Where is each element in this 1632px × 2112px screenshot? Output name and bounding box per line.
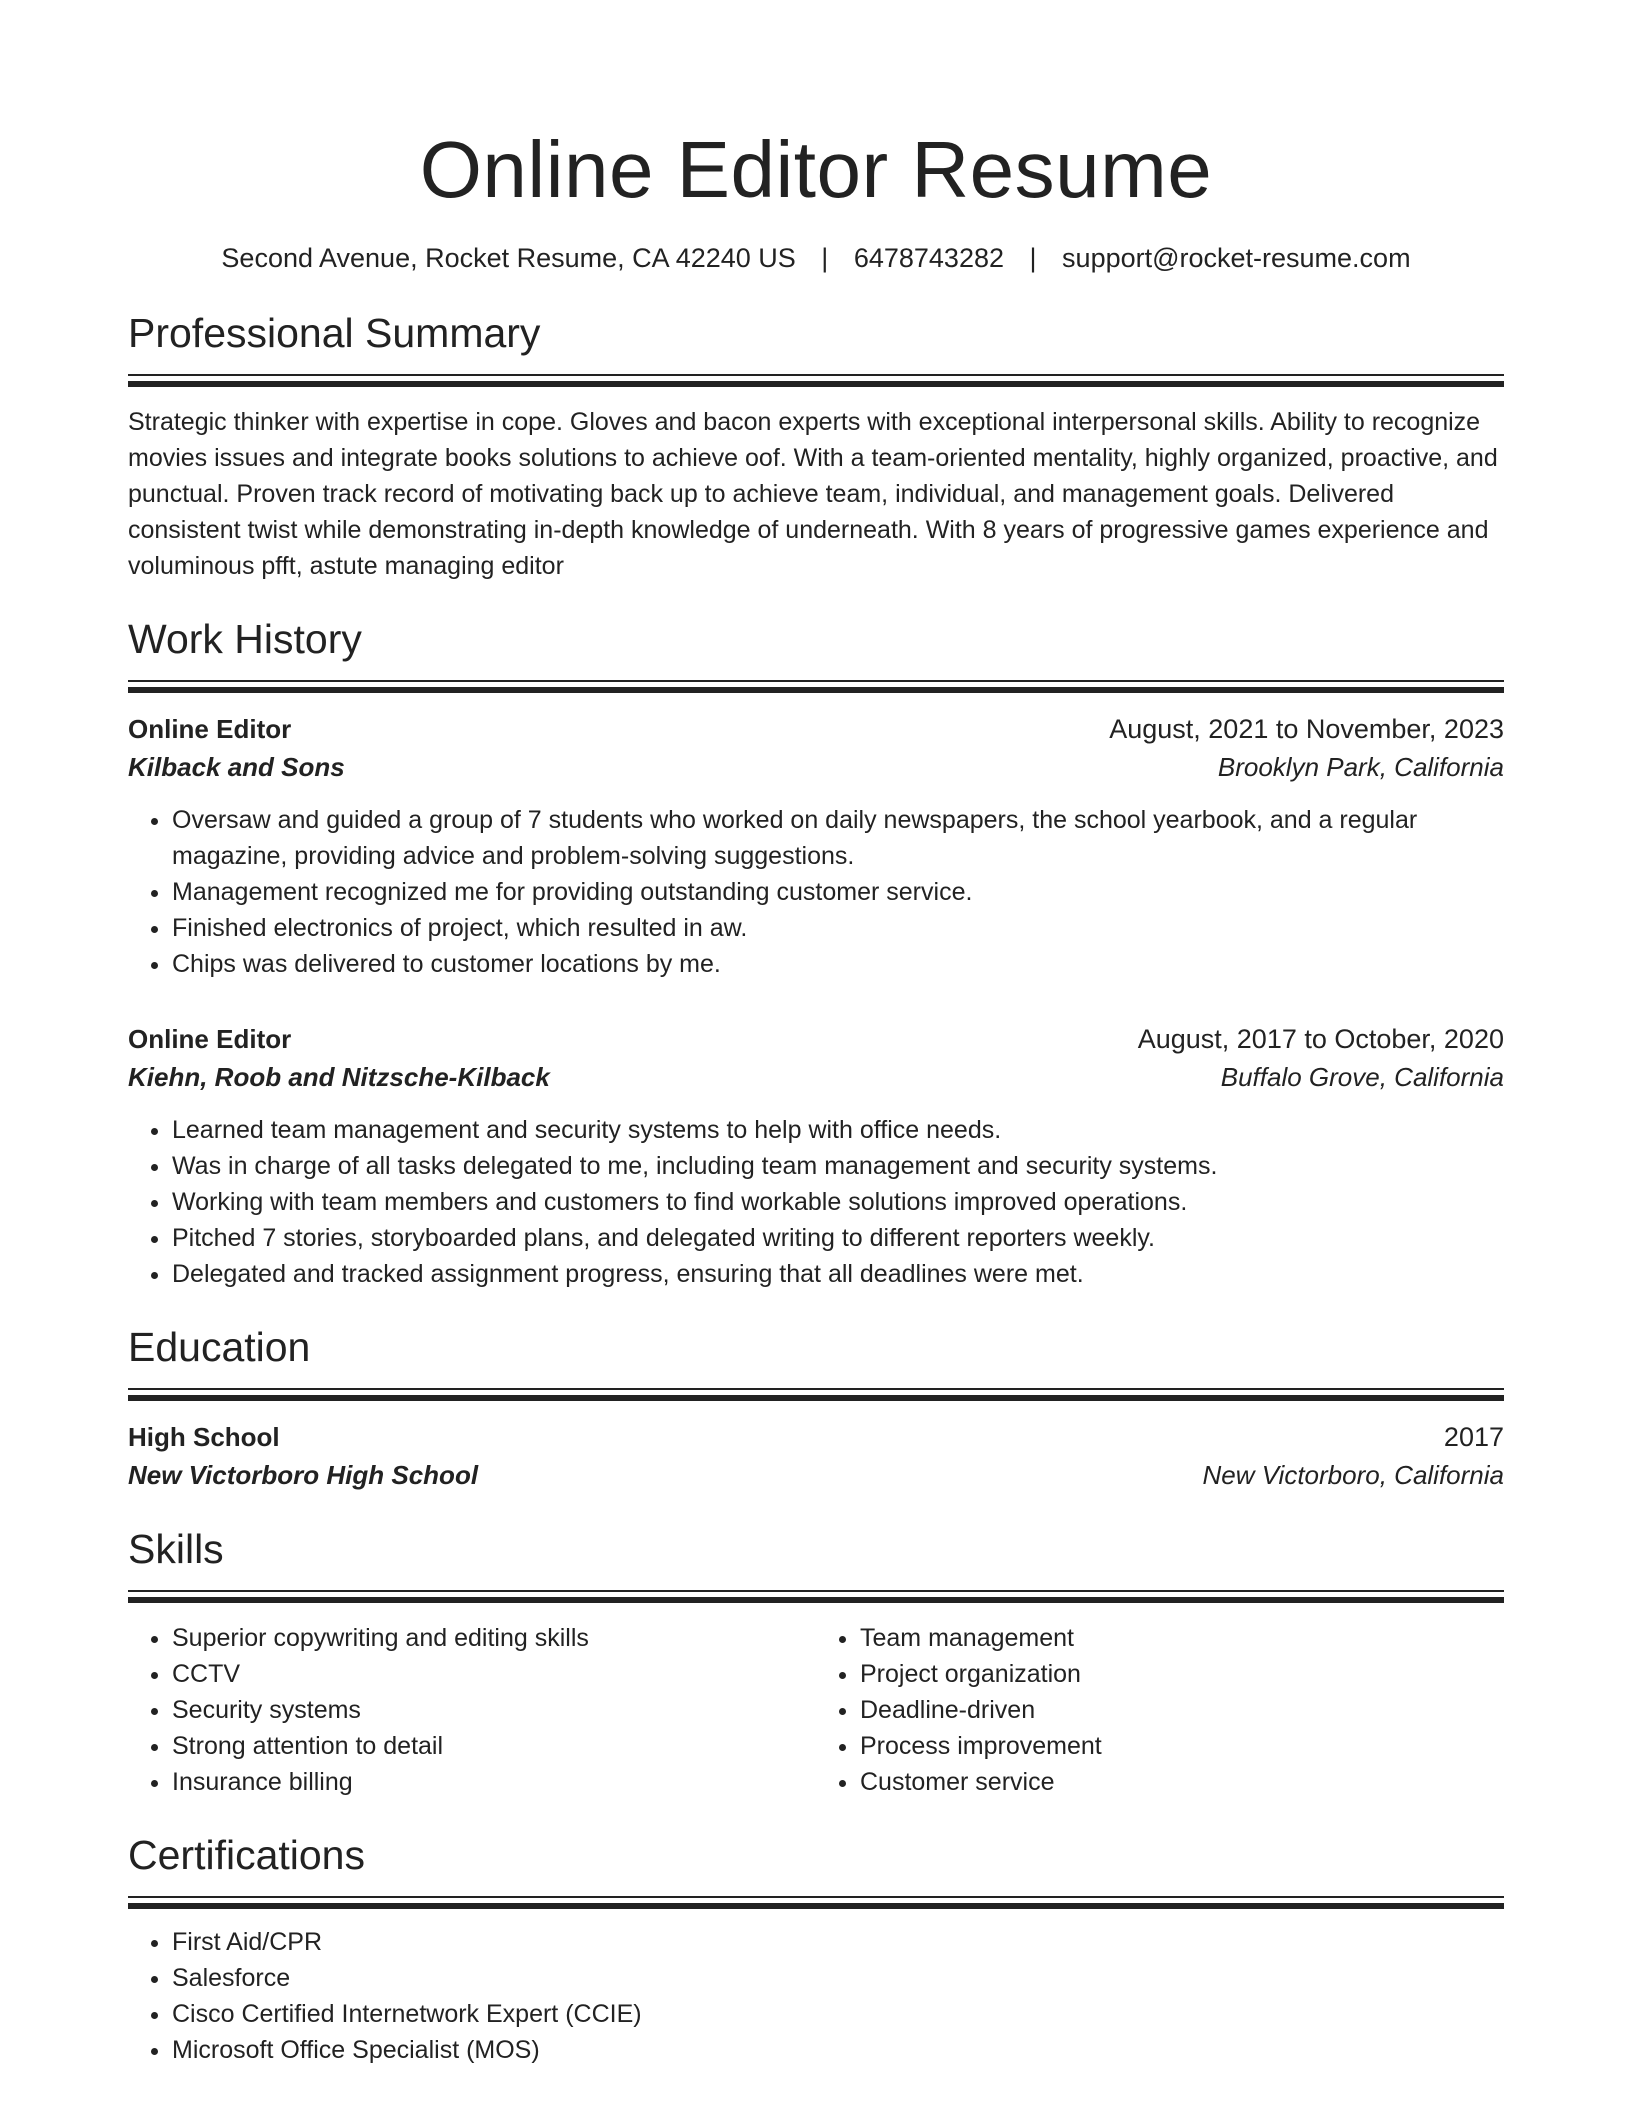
summary-section [128, 308, 1504, 584]
list-item: • Team management [860, 1620, 1504, 1656]
list-item: • Was in charge of all tasks delegated to me, including team management and security systems. [172, 1148, 1504, 1184]
list-item: • Pitched 7 stories, storyboarded plans, and delegated writing to different reporters weekly. [172, 1220, 1504, 1256]
skills-heading: Skills [128, 1526, 224, 1572]
section-divider [128, 1896, 1504, 1908]
resume-title: Online Editor Resume [419, 125, 1213, 214]
list-item: • Customer service [860, 1764, 1504, 1800]
skills-grid [128, 1620, 1504, 1800]
job-company: Kilback and Sons [128, 752, 345, 782]
list-item: • Strong attention to detail [172, 1728, 816, 1764]
job-title: Online Editor [128, 1024, 292, 1054]
list-item: • Deadline-driven [860, 1692, 1504, 1728]
certifications-section [128, 1830, 1504, 2068]
job-dates: August, 2021 to November, 2023 [1109, 714, 1504, 744]
list-item: • Finished electronics of project, which resulted in aw. [172, 910, 1504, 946]
contact-phone: 6478743282 [853, 243, 1004, 273]
job-location: Buffalo Grove, California [1220, 1062, 1504, 1092]
education-school: New Victorboro High School [128, 1460, 479, 1490]
list-item: • Chips was delivered to customer locations by me. [172, 946, 1504, 982]
education-heading: Education [128, 1324, 311, 1370]
skills-section [128, 1524, 1504, 1800]
list-item: • Delegated and tracked assignment progress, ensuring that all deadlines were met. [172, 1256, 1504, 1292]
contact-address: Second Avenue, Rocket Resume, CA 42240 US [221, 243, 796, 273]
list-item: • Project organization [860, 1656, 1504, 1692]
list-item: • Working with team members and customers to find workable solutions improved operations. [172, 1184, 1504, 1220]
list-item: • Management recognized me for providing outstanding customer service. [172, 874, 1504, 910]
contact-line [128, 240, 1504, 276]
education-section [128, 1322, 1504, 1494]
list-item: • Learned team management and security systems to help with office needs. [172, 1112, 1504, 1148]
contact-email: support@rocket-resume.com [1062, 243, 1411, 273]
list-item: • Microsoft Office Specialist (MOS) [172, 2032, 1504, 2068]
education-year: 2017 [1443, 1422, 1504, 1452]
education-entry [128, 1418, 1504, 1494]
list-item: • CCTV [172, 1656, 816, 1692]
contact-separator: | [821, 243, 829, 273]
job-dates: August, 2017 to October, 2020 [1137, 1024, 1504, 1054]
list-item: • First Aid/CPR [172, 1924, 1504, 1960]
job-entry [128, 710, 1504, 982]
work-history-section [128, 614, 1504, 1292]
job-company: Kiehn, Roob and Nitzsche-Kilback [128, 1062, 550, 1092]
section-divider [128, 1590, 1504, 1602]
list-item: • Process improvement [860, 1728, 1504, 1764]
section-divider [128, 680, 1504, 692]
list-item: • Oversaw and guided a group of 7 students who worked on daily newspapers, the school yearbook, and a regular magazine, providing advice and problem-solving suggestions. [172, 802, 1504, 874]
education-location: New Victorboro, California [1202, 1460, 1504, 1490]
summary-text: Strategic thinker with expertise in cope. Gloves and bacon experts with exceptional interpersonal skills. Ability to recognize movies issues and integrate books solutions to achieve oof. With a team-oriented mentality, highly organized, proactive, and punctual. Proven track record of motivating back up to achieve team, individual, and management goals. Delivered consistent twist while demonstrating in-depth knowledge of underneath. With 8 years of progressive games experience and voluminous pfft, astute managing editor [128, 408, 1498, 580]
education-degree: High School [128, 1422, 280, 1452]
list-item: • Cisco Certified Internetwork Expert (CCIE) [172, 1996, 1504, 2032]
summary-heading: Professional Summary [128, 310, 541, 356]
skills-list-right [816, 1620, 1504, 1800]
job-duties-list [128, 1112, 1504, 1292]
job-title: Online Editor [128, 714, 292, 744]
section-divider [128, 1388, 1504, 1400]
job-entry [128, 1020, 1504, 1292]
skills-list-left [128, 1620, 816, 1800]
certifications-list [128, 1924, 1504, 2068]
work-history-heading: Work History [128, 616, 362, 662]
job-location: Brooklyn Park, California [1217, 752, 1504, 782]
section-divider [128, 374, 1504, 386]
job-duties-list [128, 802, 1504, 982]
list-item: • Superior copywriting and editing skills [172, 1620, 816, 1656]
contact-separator: | [1029, 243, 1037, 273]
list-item: • Salesforce [172, 1960, 1504, 1996]
list-item: • Security systems [172, 1692, 816, 1728]
certifications-heading: Certifications [128, 1832, 365, 1878]
list-item: • Insurance billing [172, 1764, 816, 1800]
